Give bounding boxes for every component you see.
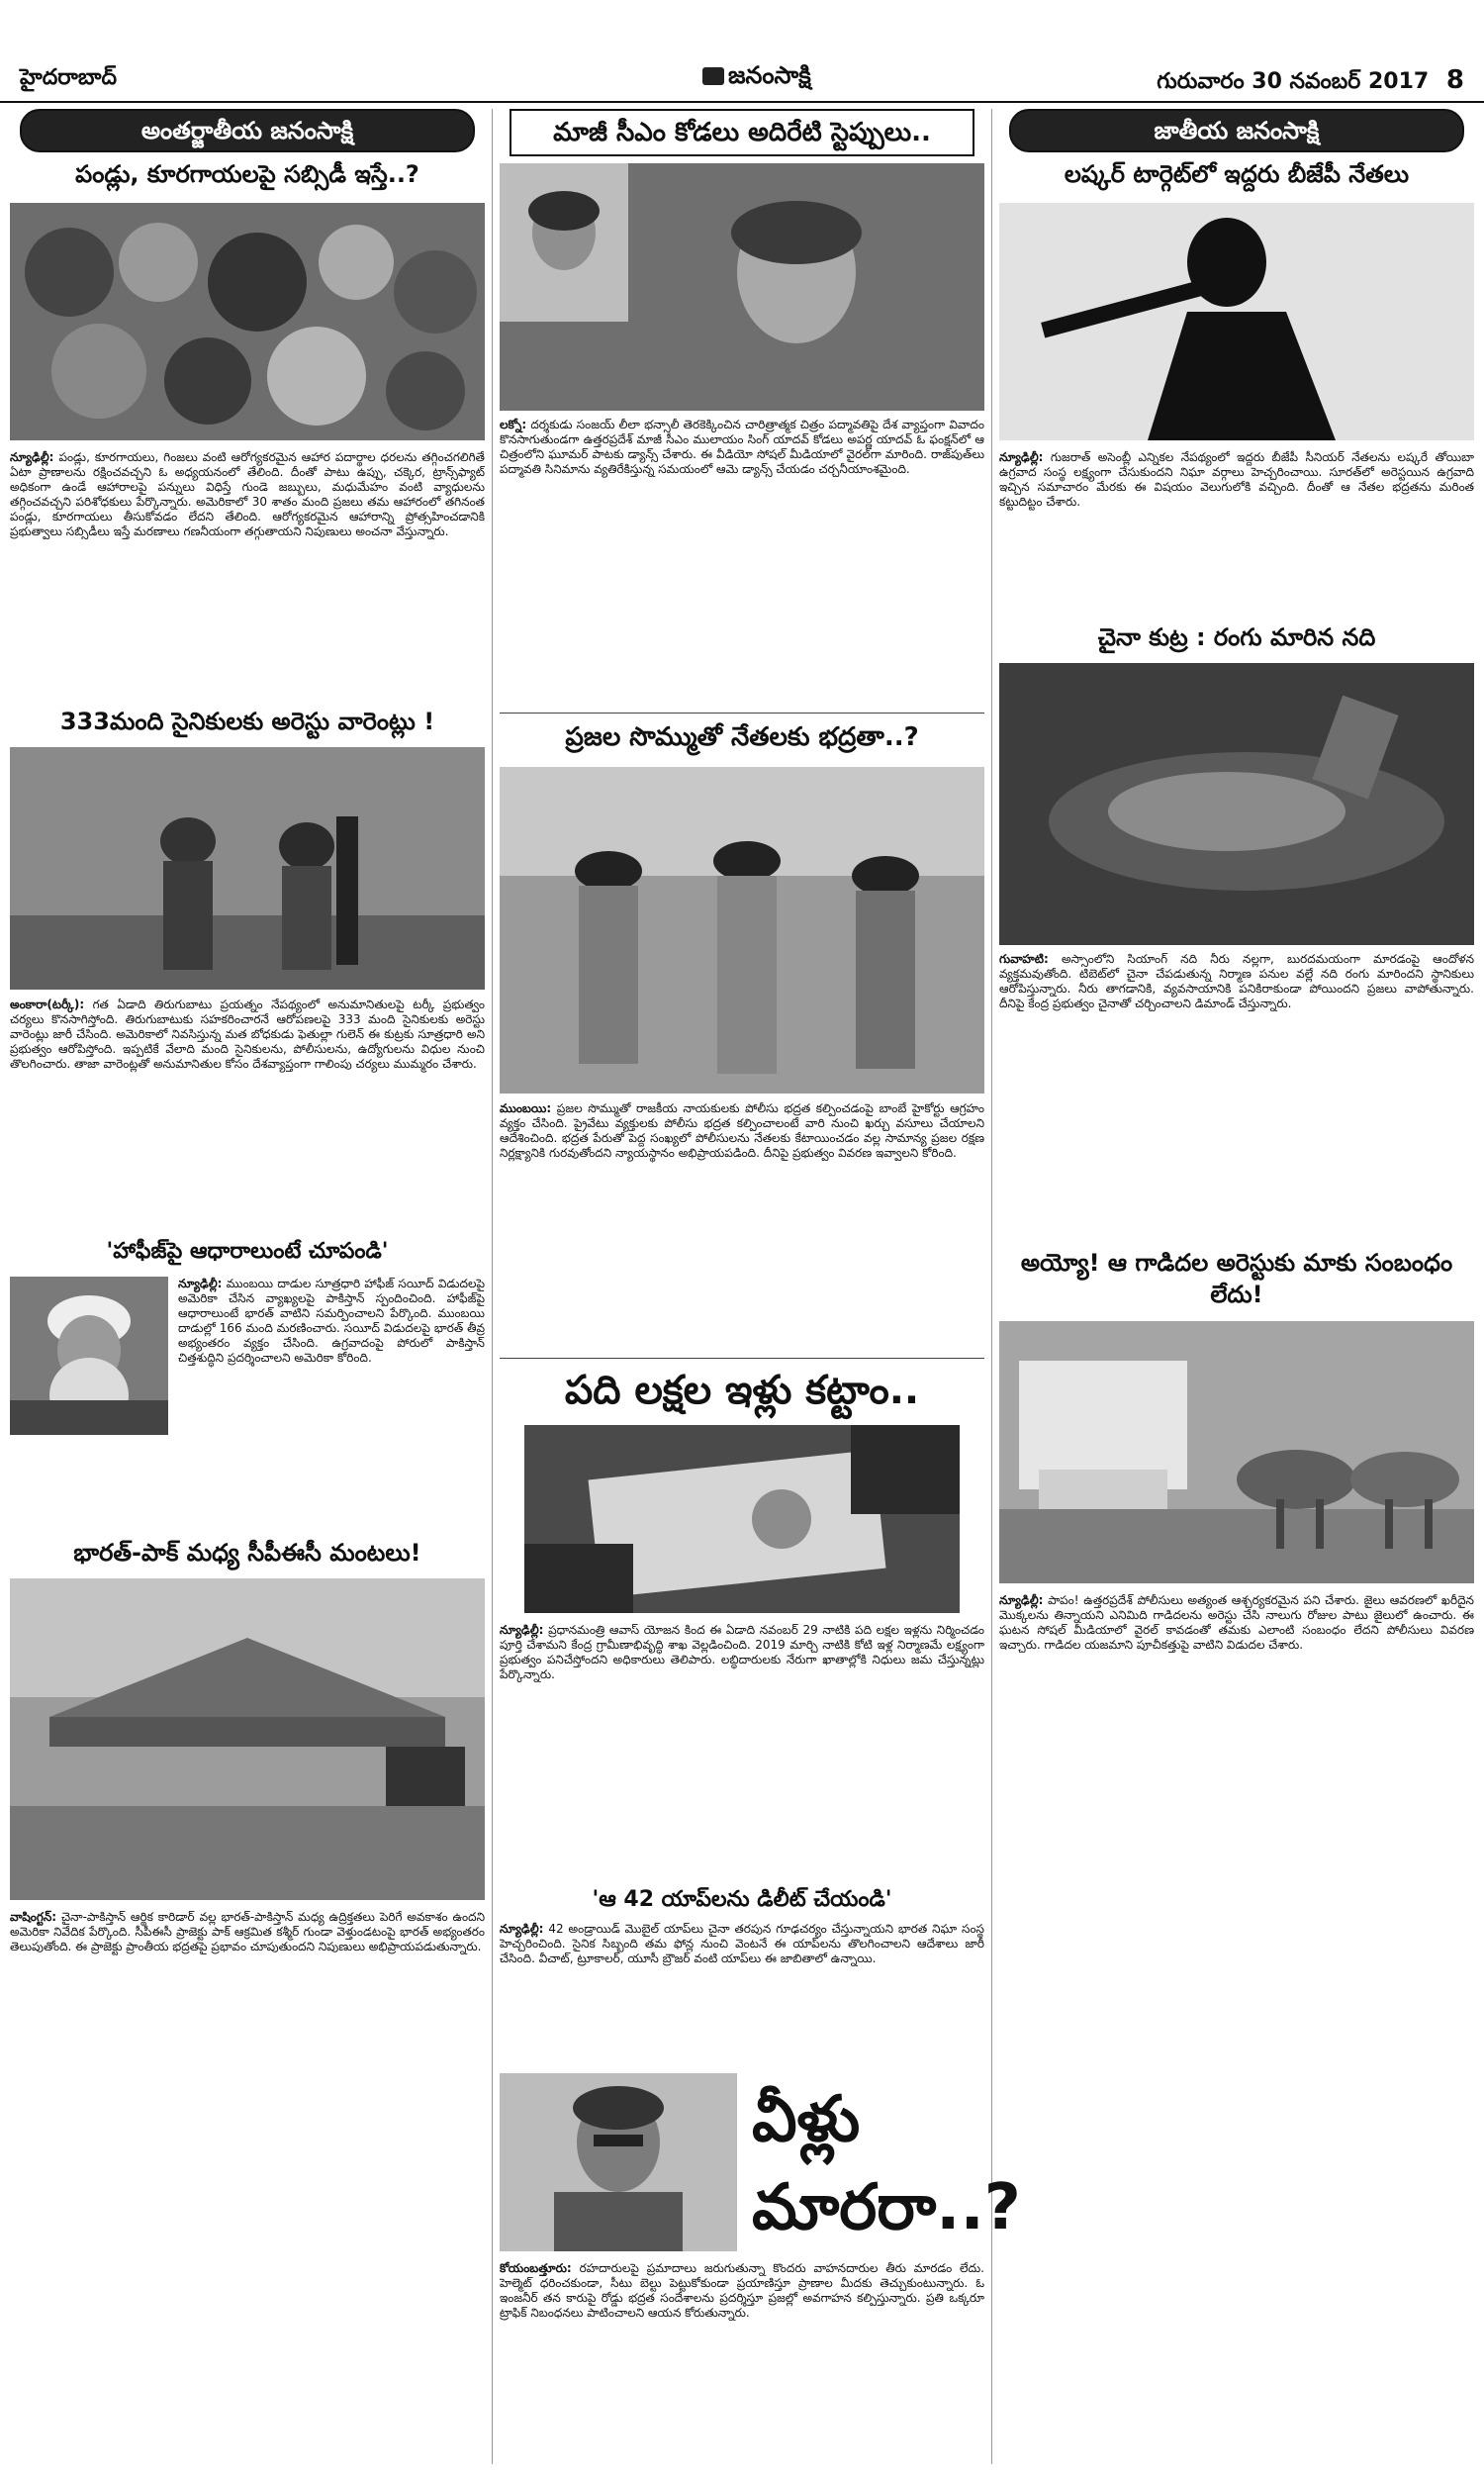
photo-terrorist-silhouette [999, 203, 1474, 440]
photo-muddy-river [999, 663, 1474, 945]
dateline: న్యూఢిల్లీ: [999, 1593, 1044, 1607]
article-body-river [999, 952, 1474, 1239]
article-body-fruit-subsidy [10, 450, 485, 698]
article-text: రహదారులపై ప్రమాదాలు జరుగుతున్నా కొందరు వాహనదారుల తీరు మారడం లేదు. హెల్మెట్ ధరించకుండా, సీటు బెల్టు పెట్టుకోకుండా ప్రయాణిస్తూ ప్రాణాల మీదకు తెచ్చుకుంటున్నారు. ఓ ఇంజనీర్ తన కారుపై రోడ్డు భద్రత సందేశాలను ప్రదర్శిస్తూ ప్రజల్లో అవగాహన కల్పిస్తున్నారు. ప్రతి ఒక్కరూ ట్రాఫిక్ నిబంధనలు పాటించాలని ఆయన కోరుతున్నారు. [500, 2261, 984, 2320]
page-number: 8 [1445, 65, 1464, 95]
article-body-lashkar [999, 450, 1474, 614]
headline-former-cm-daughter-in-law: మాజీ సీఎం కోడలు అదిరేటి స్టెప్పులు.. [510, 109, 974, 156]
headline-turkey-soldiers: 333మంది సైనికులకు అరెస్టు వారెంట్లు ! [59, 708, 435, 735]
headline-cpec: భారత్-పాక్ మధ్య సీపీఈసీ మంటలు! [73, 1539, 421, 1567]
dateline: అంకారా(టర్కీ): [10, 998, 85, 1011]
photo-fruits-vegetables [10, 203, 485, 440]
headline-hafiz-evidence: 'హాఫీజ్‌పై ఆధారాలుంటే చూపండి' [106, 1239, 389, 1264]
article-body-apps [500, 1922, 984, 2060]
dateline: న్యూఢిల్లీ: [178, 1277, 223, 1290]
photo-hafiz-saeed [10, 1277, 168, 1435]
headline-public-money-security: ప్రజల సొమ్ముతో నేతలకు భద్రతా..? [565, 722, 919, 752]
section-banner-national: జాతీయ జనంసాక్షి [1009, 109, 1464, 152]
article-text: ముంబయి దాడుల సూత్రధారి హాఫీజ్ సయీద్ విడుదలపై అమెరికా చేసిన వ్యాఖ్యలపై పాకిస్తాన్ స్పందించింది. హాఫీజ్‌పై ఆధారాలుంటే భారత్ వాటిని సమర్పించాలని పేర్కొంది. ముంబయి దాడుల్లో 166 మంది మరణించారు. సయీద్ విడుదలపై భారత్ తీవ్ర అభ్యంతరం వ్యక్తం చేసింది. ఉగ్రవాదంపై పోరులో పాకిస్తాన్ చిత్తశుద్ధిని ప్రదర్శించాలని అమెరికా కోరింది. [178, 1277, 485, 1365]
article-text: ప్రజల సొమ్ముతో రాజకీయ నాయకులకు పోలీసు భద్రత కల్పించడంపై బాంబే హైకోర్టు ఆగ్రహం వ్యక్తం చేసింది. ప్రైవేటు వ్యక్తులకు పోలీసు భద్రత కల్పించాలంటే వారి నుంచి ఖర్చు వసూలు చేయాలని ఆదేశించింది. భద్రత పేరుతో పెద్ద సంఖ్యలో పోలీసులను నేతలకు కేటాయించడం వల్ల సామాన్య ప్రజల రక్షణ నిర్లక్ష్యానికి గురవుతోందని న్యాయస్థానం అభిప్రాయపడింది. దీనిపై ప్రభుత్వం వివరణ ఇవ్వాలని కోరింది. [500, 1101, 984, 1160]
headline-china-river: చైనా కుట్ర : రంగు మారిన నది [1097, 623, 1376, 651]
column-national [999, 109, 1474, 2464]
photo-currency-notes [524, 1425, 960, 1613]
city-label: హైదరాబాద్ [20, 65, 117, 90]
dateline: వాషింగ్టన్: [10, 1910, 57, 1924]
article-text: గుజరాత్ అసెంబ్లీ ఎన్నికల నేపథ్యంలో ఇద్దరు బీజేపీ సీనియర్ నేతలను లష్కరే తోయిబా ఉగ్రవాద సంస్థ లక్ష్యంగా చేసుకుందని నిఘా వర్గాలు హెచ్చరించాయి. సూరత్‌లో అరెస్టయిన ఉగ్రవాది ఇచ్చిన సమాచారం మేరకు ఈ విషయం వెలుగులోకి వచ్చింది. దీంతో ఆ నేతల భద్రతను మరింత కట్టుదిట్టం చేశారు. [999, 450, 1474, 509]
dateline: న్యూఢిల్లీ: [999, 450, 1044, 464]
article-text: చైనా-పాకిస్తాన్ ఆర్థిక కారిడార్ వల్ల భారత్-పాకిస్తాన్ మధ్య ఉద్రిక్తతలు పెరిగే అవకాశం ఉందని అమెరికా నివేదిక పేర్కొంది. సీపీఈసీ ప్రాజెక్టు పాక్ ఆక్రమిత కశ్మీర్ గుండా వెళ్తుండటంపై భారత్ అభ్యంతరం తెలుపుతోంది. ఈ ప్రాజెక్టు ప్రాంతీయ భద్రతపై ప్రభావం చూపుతుందని నిపుణులు అభిప్రాయపడుతున్నారు. [10, 1910, 485, 1953]
divider [500, 1358, 984, 1359]
headline-wont-they-change: వీళ్లు మారరా..? [752, 2083, 1021, 2244]
column-main [500, 109, 1021, 2464]
article-text: దర్శకుడు సంజయ్ లీలా భన్సాలీ తెరకెక్కించిన చారిత్రాత్మక చిత్రం పద్మావతిపై దేశ వ్యాప్తంగా వివాదం కొనసాగుతుండగా ఉత్తరప్రదేశ్ మాజీ సీఎం ములాయం సింగ్ యాదవ్ కోడలు అపర్ణ యాదవ్ ఓ ఫంక్షన్‌లో ఆ చిత్రంలోని ఘూమర్ పాటకు డ్యాన్స్ చేశారు. ఈ వీడియో సోషల్ మీడియాలో వైరల్‌గా మారింది. రాజ్‌పుత్‌లు పద్మావతి సినిమాను వ్యతిరేకిస్తున్న సమయంలో ఆమె డ్యాన్స్ చేయడం చర్చనీయాంశమైంది. [500, 418, 984, 476]
divider [500, 713, 984, 714]
photo-aparna-dance [500, 163, 984, 411]
photo-donkeys [999, 1321, 1474, 1583]
masthead-logo [702, 61, 811, 95]
column-international [10, 109, 485, 2464]
dateline: గువాహటి: [999, 952, 1049, 966]
headline-fruit-subsidy: పండ్లు, కూరగాయలపై సబ్సిడీ ఇస్తే..? [75, 160, 419, 188]
article-text: పండ్లు, కూరగాయలు, గింజలు వంటి ఆరోగ్యకరమైన ఆహార పదార్థాల ధరలను తగ్గించగలిగితే ఏటా ప్రాణాలను రక్షించవచ్చని ఓ అధ్యయనంలో తేలింది. దీంతో పాటు ఉప్పు, చక్కెర, ట్రాన్స్‌ఫ్యాట్ అధికంగా ఉండే ఆహారాలపై పన్నులు విధిస్తే గుండె జబ్బులు, మధుమేహం వంటి వ్యాధులను తగ్గించవచ్చని పరిశోధకులు పేర్కొన్నారు. అమెరికాలో 30 శాతం మంది ప్రజలు తమ ఆహారంలో తగినంత పండ్లు, కూరగాయలు తీసుకోవడం లేదని తేలింది. ఆరోగ్యకరమైన ఆహారాన్ని ప్రోత్సహించడానికి ప్రభుత్వాలు సబ్సిడీలు ఇస్తే మరణాలు గణనీయంగా తగ్గుతాయని నిపుణులు అంచనా వేస్తున్నారు. [10, 450, 485, 538]
article-text: అస్సాంలోని సియాంగ్ నది నీరు నల్లగా, బురదమయంగా మారడంపై ఆందోళన వ్యక్తమవుతోంది. టిబెట్‌లో చైనా చేపడుతున్న నిర్మాణ పనుల వల్లే నది రంగు మారిందని స్థానికులు ఆరోపిస్తున్నారు. నీరు తాగడానికి, వ్యవసాయానికి పనికిరాకుండా పోయిందని ప్రజలు వాపోతున్నారు. దీనిపై కేంద్ర ప్రభుత్వం చైనాతో చర్చించాలని డిమాండ్ చేస్తున్నారు. [999, 952, 1474, 1010]
headline-donkey-arrest: అయ్యో! ఆ గాడిదల అరెస్టుకు మాకు సంబంధం లేదు! [1020, 1249, 1453, 1308]
dateline: ముంబయి: [500, 1101, 552, 1115]
headline-delete-42-apps: 'ఆ 42 యాప్‌లను డిలీట్ చేయండి' [592, 1887, 892, 1912]
dateline: లక్నో: [500, 418, 527, 431]
article-text: 42 అండ్రాయిడ్ మొబైల్ యాప్‌లు చైనా తరపున గూఢచర్యం చేస్తున్నాయని భారత నిఘా సంస్థ హెచ్చరించింది. సైనిక సిబ్బంది తమ ఫోన్ల నుంచి వెంటనే ఈ యాప్‌లను తొలగించాలని ఆదేశాలు జారీ చేసింది. వీచాట్, ట్రూకాలర్, యూసీ బ్రౌజర్ వంటి యాప్‌లు ఈ జాబితాలో ఉన్నాయి. [500, 1922, 984, 1965]
date-label [1157, 65, 1464, 99]
article-body-cpec [10, 1910, 485, 2147]
dateline: కోయంబత్తూరు: [500, 2261, 572, 2275]
masthead-icon [702, 67, 724, 85]
article-body-houses [500, 1623, 984, 1875]
article-body-hafiz [178, 1277, 485, 1529]
article-body-road-safety [500, 2261, 984, 2459]
article-body-police-security [500, 1101, 984, 1349]
column-rule [492, 109, 493, 2464]
page-header [0, 59, 1484, 103]
article-body-turkey-soldiers [10, 998, 485, 1230]
article-body-donkeys [999, 1593, 1474, 2009]
masthead-title: జనంసాక్షి [728, 61, 811, 89]
dateline: న్యూఢిల్లీ: [500, 1623, 544, 1637]
issue-date: గురువారం 30 నవంబర్ 2017 [1157, 69, 1430, 94]
dateline: న్యూఢిల్లీ: [500, 1922, 544, 1936]
article-text: ప్రధానమంత్రి ఆవాస్ యోజన కింద ఈ ఏడాది నవంబర్ 29 నాటికి పది లక్షల ఇళ్లను నిర్మించడం పూర్తి చేశామని కేంద్ర గ్రామీణాభివృద్ధి శాఖ వెల్లడించింది. 2019 మార్చి నాటికి కోటి ఇళ్ల నిర్మాణమే లక్ష్యంగా ప్రభుత్వం పనిచేస్తోందని అధికారులు తెలిపారు. లబ్ధిదారులకు నేరుగా ఖాతాల్లోకి నిధులు జమ చేస్తున్నట్లు పేర్కొన్నారు. [500, 1623, 984, 1681]
headline-lashkar-target: లష్కర్ టార్గెట్‌లో ఇద్దరు బీజేపీ నేతలు [1064, 160, 1410, 188]
article-text: పాపం! ఉత్తరప్రదేశ్ పోలీసులు అత్యంత ఆశ్చర్యకరమైన పని చేశారు. జైలు ఆవరణలో ఖరీదైన మొక్కలను తిన్నాయని ఎనిమిది గాడిదలను అరెస్టు చేసి నాలుగు రోజుల పాటు జైలులో ఉంచారు. ఈ ఘటన సోషల్ మీడియాలో వైరల్ కావడంతో తమకు ఎలాంటి సంబంధం లేదని పోలీసులు వివరణ ఇచ్చారు. గాడిదల యజమాని పూచీకత్తుపై వాటిని విడుదల చేశారు. [999, 1593, 1474, 1652]
photo-police-officers [500, 767, 984, 1094]
photo-soldiers [10, 747, 485, 990]
article-body-aparna [500, 418, 984, 700]
photo-engineer-portrait [500, 2073, 737, 2251]
photo-cpec-port [10, 1578, 485, 1900]
dateline: న్యూఢిల్లీ: [10, 450, 54, 464]
article-text: గత ఏడాది తిరుగుబాటు ప్రయత్నం నేపథ్యంలో అనుమానితులపై టర్కీ ప్రభుత్వం చర్యలు కొనసాగిస్తోంది. తిరుగుబాటుకు సహకరించారనే ఆరోపణలపై 333 మంది సైనికులకు అరెస్టు వారెంట్లు జారీ చేసింది. అమెరికాలో నివసిస్తున్న మత బోధకుడు ఫెతుల్లా గులెన్ ఈ కుట్రకు సూత్రధారి అని ప్రభుత్వం ఆరోపిస్తోంది. ఇప్పటికే వేలాది మంది సైనికులను, పోలీసులను, ఉద్యోగులను విధుల నుంచి తొలగించారు. తాజా వారెంట్లతో అనుమానితుల కోసం దేశవ్యాప్తంగా గాలింపు చర్యలు ముమ్మరం చేశారు. [10, 998, 485, 1071]
section-banner-international: అంతర్జాతీయ జనంసాక్షి [20, 109, 475, 152]
headline-ten-lakh-houses: పది లక్షల ఇళ్లు కట్టాం.. [564, 1368, 920, 1413]
